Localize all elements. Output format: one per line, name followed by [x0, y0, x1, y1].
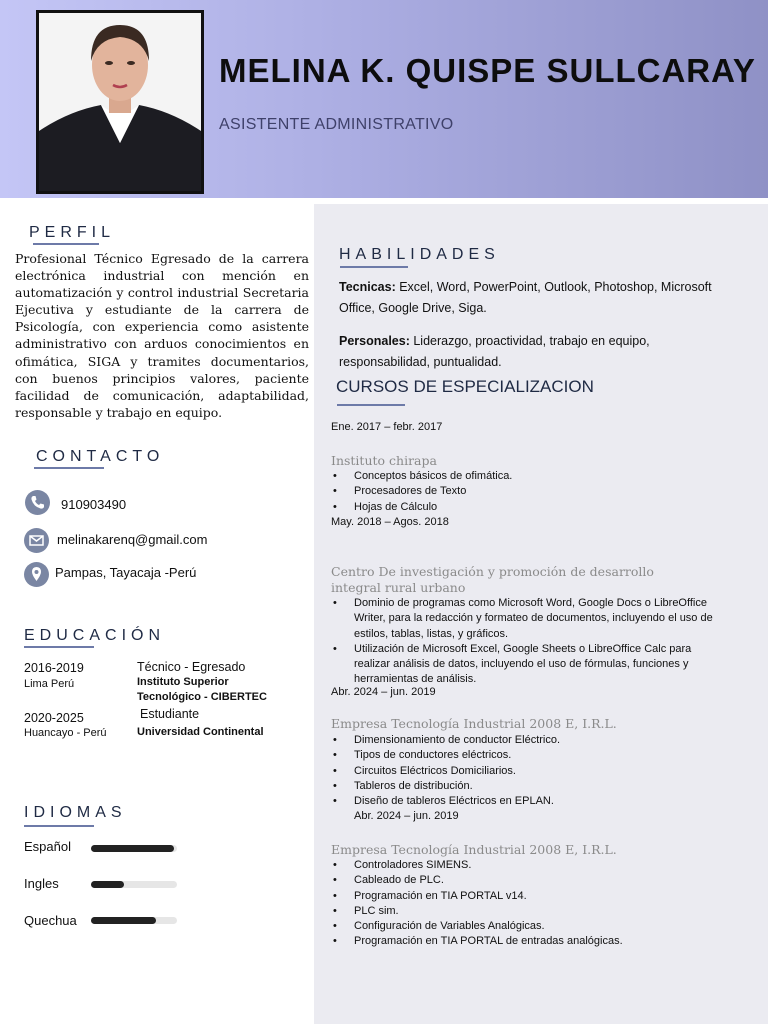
skills-technical-text: Excel, Word, PowerPoint, Outlook, Photoshop, Microsoft Office, Google Drive, Siga. — [339, 280, 712, 315]
educacion-heading: EDUCACIÓN — [24, 627, 166, 644]
location-text: Pampas, Tayacaja -Perú — [55, 565, 197, 580]
course-date-3: Abr. 2024 – jun. 2019 — [331, 686, 436, 698]
location-pin-icon — [24, 562, 49, 587]
course-institution-4: Empresa Tecnología Industrial 2008 E, I.R.L. — [331, 842, 617, 857]
skills-personal-text: Liderazgo, proactividad, trabajo en equipo, responsabilidad, puntualidad. — [339, 334, 650, 369]
list-item: • Controladores SIMENS. — [331, 858, 721, 873]
list-item: • Utilización de Microsoft Excel, Google Sheets o LibreOffice Calc para realizar análisis de datos, incluyendo el uso de fórmulas, funciones y herramientas de análisis. — [331, 642, 721, 688]
course-institution-3: Empresa Tecnología Industrial 2008 E, I.R.L. — [331, 716, 617, 731]
profile-photo — [36, 10, 204, 194]
language-bar-fill — [91, 845, 174, 852]
skills-personal-label: Personales: — [339, 334, 410, 348]
cursos-heading: CURSOS DE ESPECIALIZACION — [336, 377, 594, 396]
list-item: • Diseño de tableros Eléctricos en EPLAN. — [331, 794, 721, 809]
perfil-heading: PERFIL — [29, 224, 116, 241]
list-item: • Cableado de PLC. — [331, 873, 721, 888]
course-list-3 — [331, 733, 721, 809]
list-item: • Programación en TIA PORTAL v14. — [331, 889, 721, 904]
list-item: • Tipos de conductores eléctricos. — [331, 748, 721, 763]
course-institution-2: Centro De investigación y promoción de desarrollo integral rural urbano — [331, 564, 654, 595]
list-item: • PLC sim. — [331, 904, 721, 919]
email-icon — [24, 528, 49, 553]
list-item: • Configuración de Variables Analógicas. — [331, 919, 721, 934]
edu-degree-2: Estudiante — [140, 707, 200, 721]
educacion-underline — [24, 646, 94, 648]
idiomas-heading: IDIOMAS — [24, 804, 127, 821]
edu-years-2: 2020-2025 — [24, 711, 84, 725]
language-spanish: Español — [24, 839, 71, 854]
list-item: • Hojas de Cálculo — [331, 500, 721, 515]
list-item: • Conceptos básicos de ofimática. — [331, 469, 721, 484]
course-date-2: May. 2018 – Agos. 2018 — [331, 516, 449, 528]
edu-place-2: Huancayo - Perú — [24, 727, 107, 739]
edu-institution-1b: Tecnológico - CIBERTEC — [137, 691, 267, 703]
list-item: • Programación en TIA PORTAL de entradas analógicas. — [331, 934, 721, 949]
language-bar-fill — [91, 917, 156, 924]
perfil-underline — [33, 243, 99, 245]
list-item: • Tableros de distribución. — [331, 779, 721, 794]
contacto-heading: CONTACTO — [36, 448, 165, 465]
habilidades-underline — [340, 266, 408, 268]
edu-institution-1a: Instituto Superior — [137, 676, 229, 688]
course-date-1: Ene. 2017 – febr. 2017 — [331, 421, 443, 433]
perfil-text: Profesional Técnico Egresado de la carrera electrónica industrial con mención en automatización y control industrial Secretaria Ejecutiva y estudiante de la carrera de Psicología, con experiencia como asistente administrativo con arduos conocimientos en ofimática, SIGA y tramites documentarios, con buenos principios valores, paciente facilidad de comunicación, adaptabilidad, responsable y trabajo en equipo. — [15, 251, 309, 420]
cursos-underline — [337, 404, 405, 406]
language-bar-english — [91, 881, 177, 888]
list-item: • Dominio de programas como Microsoft Word, Google Docs o LibreOffice Writer, para la redacción y formateo de documentos, incluyendo el uso de estilos, tablas, listas, y gráficos. — [331, 596, 721, 642]
language-quechua: Quechua — [24, 913, 77, 928]
language-english: Ingles — [24, 876, 59, 891]
course-list-2 — [331, 596, 721, 688]
contacto-underline — [34, 467, 104, 469]
full-name: MELINA K. QUISPE SULLCARAY — [219, 52, 756, 89]
language-bar-fill — [91, 881, 124, 888]
skills-technical — [339, 277, 739, 319]
email-address[interactable]: melinakarenq@gmail.com — [57, 532, 208, 547]
course-list-1 — [331, 469, 721, 515]
edu-place-1: Lima Perú — [24, 678, 75, 690]
edu-degree-1: Técnico - Egresado — [137, 660, 246, 674]
list-item: • Dimensionamiento de conductor Eléctrico. — [331, 733, 721, 748]
idiomas-underline — [24, 825, 94, 827]
course-date-4: Abr. 2024 – jun. 2019 — [354, 810, 459, 822]
edu-years-1: 2016-2019 — [24, 661, 84, 675]
language-bar-spanish — [91, 845, 177, 852]
phone-number[interactable]: 910903490 — [61, 497, 127, 512]
habilidades-heading: HABILIDADES — [339, 246, 500, 263]
course-list-4 — [331, 858, 721, 950]
course-institution-1: Instituto chirapa — [331, 453, 437, 468]
edu-institution-2: Universidad Continental — [137, 726, 264, 738]
job-title: ASISTENTE ADMINISTRATIVO — [219, 116, 454, 133]
list-item: • Circuitos Eléctricos Domiciliarios. — [331, 764, 721, 779]
skills-technical-label: Tecnicas: — [339, 280, 396, 294]
phone-icon — [25, 490, 50, 515]
language-bar-quechua — [91, 917, 177, 924]
skills-personal — [339, 331, 739, 373]
list-item: • Procesadores de Texto — [331, 484, 721, 499]
